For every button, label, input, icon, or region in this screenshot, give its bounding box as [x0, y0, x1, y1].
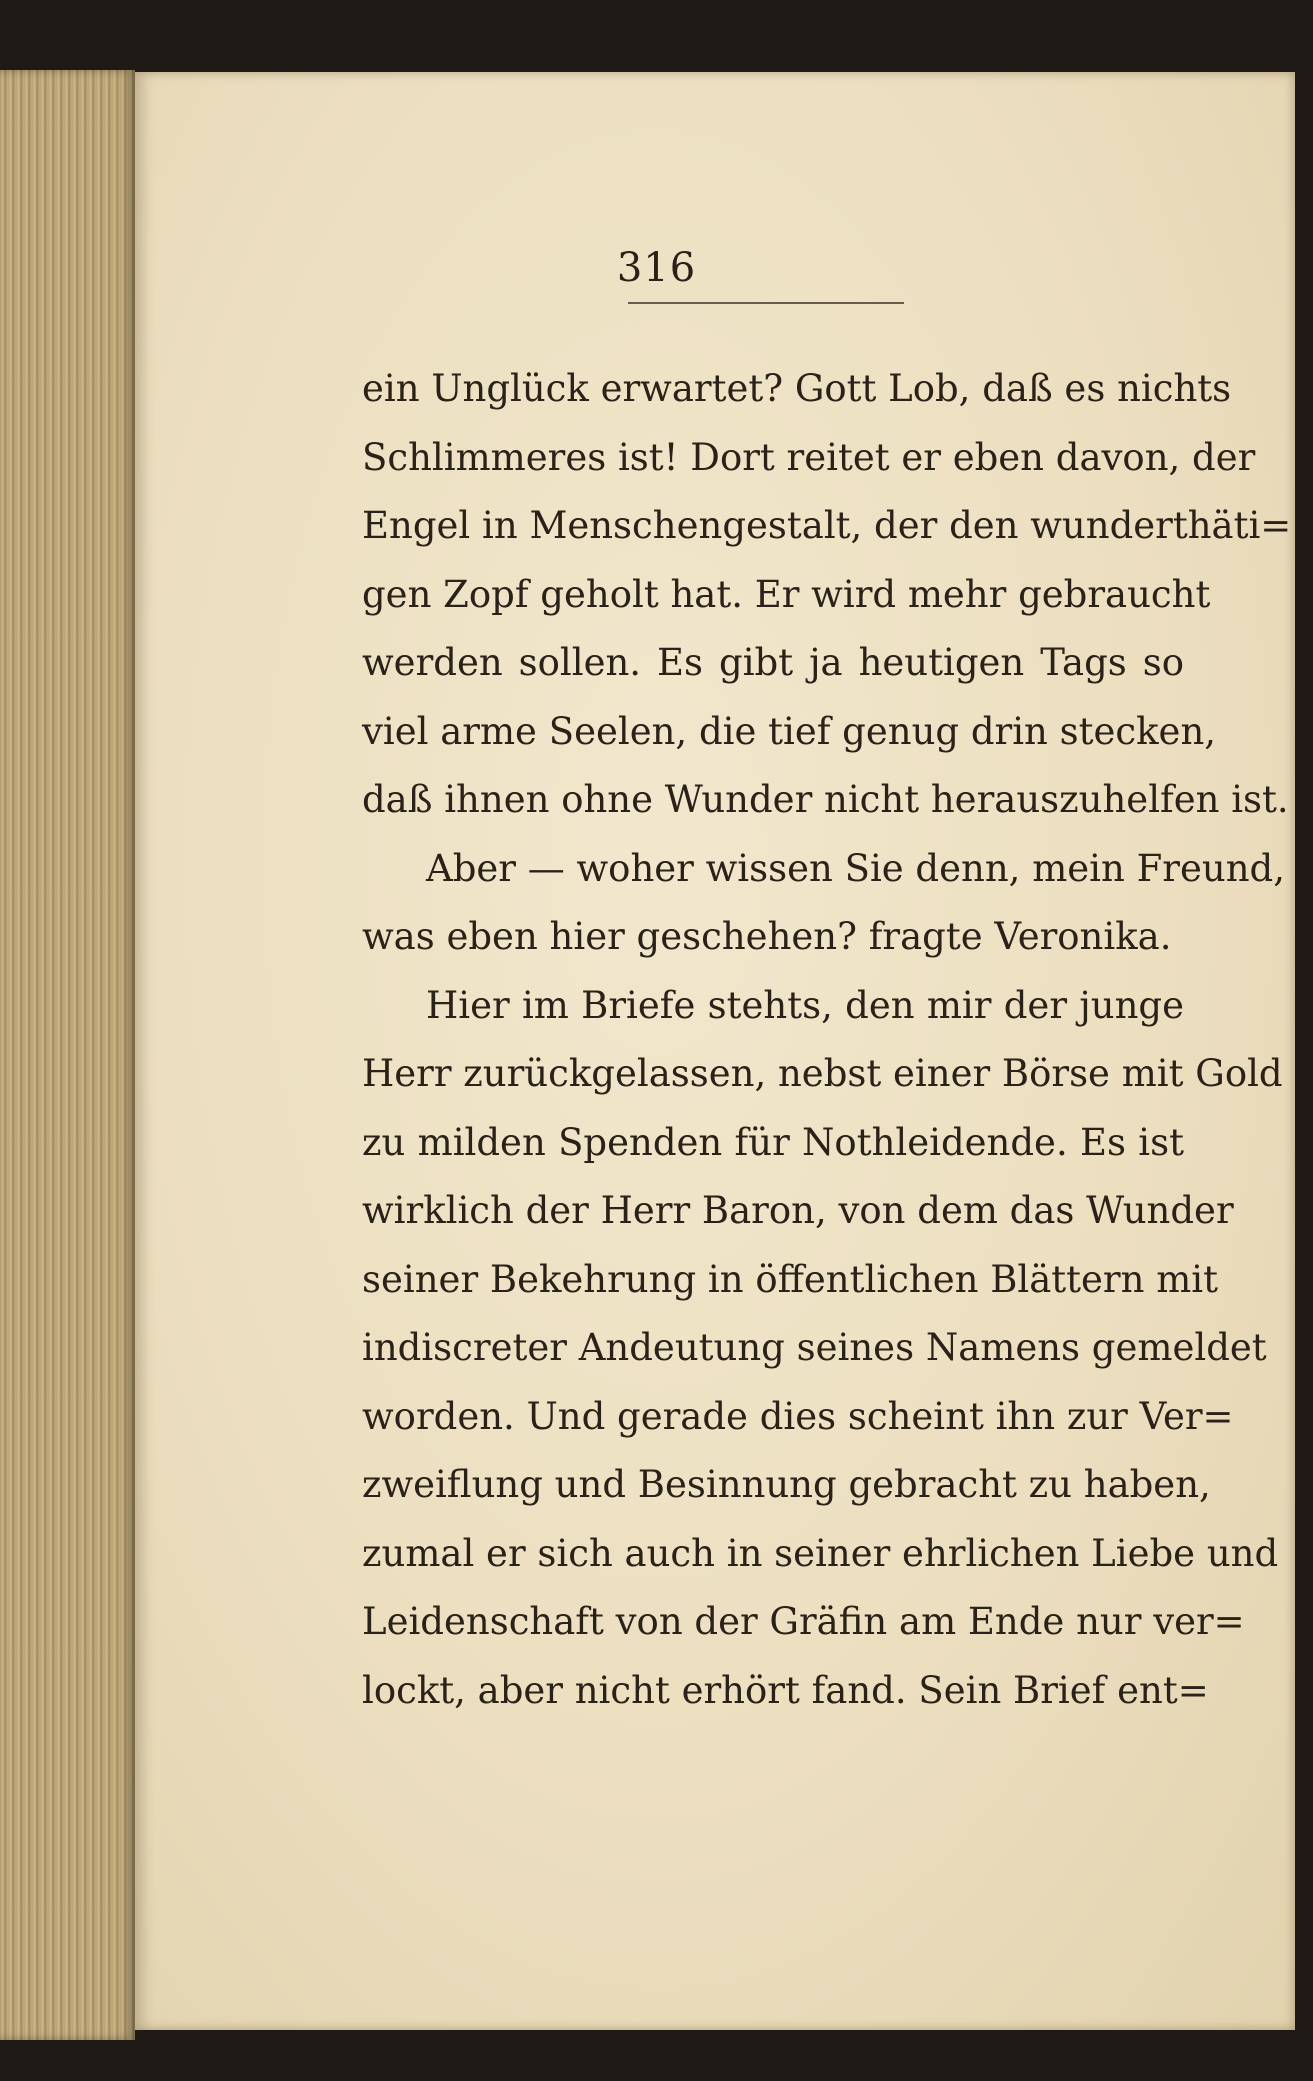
- text-line: daß ihnen ohne Wunder nicht herauszuhelfen ist.: [362, 778, 1289, 821]
- text-line: Leidenschaft von der Gräfin am Ende nur ver=: [362, 1600, 1245, 1643]
- text-line: ein Unglück erwartet? Gott Lob, daß es nichts: [362, 367, 1232, 410]
- book-page-edges: [0, 70, 135, 2040]
- text-line: Schlimmeres ist! Dort reitet er eben davon, der: [362, 435, 1256, 479]
- text-line: zu milden Spenden für Nothleidende. Es ist: [362, 1120, 1184, 1164]
- text-line: Aber — woher wissen Sie denn, mein Freund,: [426, 846, 1285, 890]
- text-line: Hier im Briefe stehts, den mir der junge: [426, 983, 1184, 1027]
- text-line: Herr zurückgelassen, nebst einer Börse mit Gold: [362, 1052, 1283, 1095]
- body-text: [362, 355, 1292, 1725]
- text-line: lockt, aber nicht erhört fand. Sein Brief ent=: [362, 1668, 1209, 1712]
- text-line: seiner Bekehrung in öffentlichen Blättern mit: [362, 1257, 1218, 1301]
- text-line: viel arme Seelen, die tief genug drin stecken,: [362, 709, 1217, 753]
- page-number: 316: [616, 245, 697, 291]
- text-line: werden sollen. Es gibt ja heutigen Tags so: [362, 641, 1184, 684]
- text-line: zumal er sich auch in seiner ehrlichen Liebe und: [362, 1531, 1279, 1575]
- header-rule: [628, 302, 904, 304]
- text-line: gen Zopf geholt hat. Er wird mehr gebraucht: [362, 572, 1211, 616]
- text-line: zweiflung und Besinnung gebracht zu haben,: [362, 1463, 1211, 1506]
- text-line: wirklich der Herr Baron, von dem das Wunder: [362, 1189, 1234, 1232]
- text-line: was eben hier geschehen? fragte Veronika.: [362, 915, 1172, 958]
- text-line: indiscreter Andeutung seines Namens gemeldet: [362, 1326, 1267, 1369]
- text-line: Engel in Menschengestalt, der den wunderthäti=: [362, 504, 1292, 547]
- text-line: worden. Und gerade dies scheint ihn zur Ver=: [362, 1394, 1234, 1438]
